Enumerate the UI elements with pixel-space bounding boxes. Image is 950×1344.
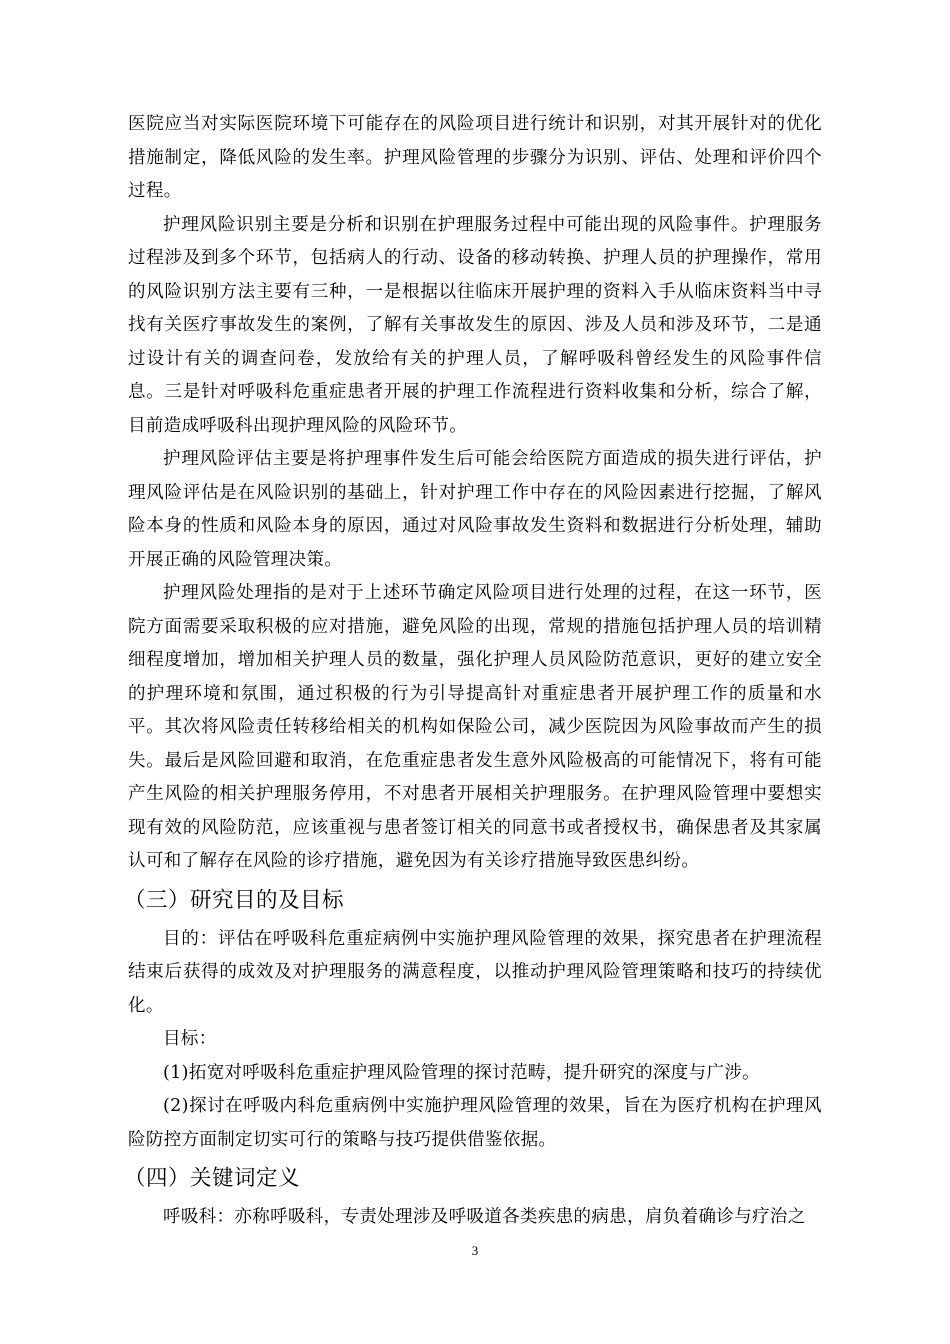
page-number: 3 bbox=[471, 1243, 479, 1258]
paragraph-goal-2: (2)探讨在呼吸内科危重病例中实施护理风险管理的效果，旨在为医疗机构在护理风险防控方面制定切实可行的策略与技巧提供借鉴依据。 bbox=[128, 1096, 822, 1150]
paragraph-purpose: 目的：评估在呼吸科危重症病例中实施护理风险管理的效果，探究患者在护理流程结束后获得的成效及对护理服务的满意程度，以推动护理风险管理策略和技巧的持续优化。 bbox=[128, 928, 822, 1016]
paragraph-risk-handling: 护理风险处理指的是对于上述环节确定风险项目进行处理的过程，在这一环节，医院方面需要采取积极的应对措施，避免风险的出现，常规的措施包括护理人员的培训精细程度增加，增加相关护理人员的数量，强化护理人员风险防范意识，更好的建立安全的护理环境和氛围，通过积极的行为引导提高针对重症患者开展护理工作的质量和水平。其次将风险责任转移给相关的机构如保险公司，减少医院因为风险事故而产生的损失。最后是风险回避和取消，在危重症患者发生意外风险极高的可能情况下，将有可能产生风险的相关护理服务停用，不对患者开展相关护理服务。在护理风险管理中要想实现有效的风险防范，应该重视与患者签订相关的同意书或者授权书，确保患者及其家属认可和了解存在风险的诊疗措施，避免因为有关诊疗措施导致医患纠纷。 bbox=[128, 583, 822, 871]
paragraph-goals-label: 目标： bbox=[163, 1029, 217, 1049]
paragraph-goal-1: (1)拓宽对呼吸科危重症护理风险管理的探讨范畴，提升研究的深度与广涉。 bbox=[163, 1062, 761, 1083]
paragraph-definition-respiratory: 呼吸科：亦称呼吸科，专责处理涉及呼吸道各类疾患的病患，肩负着确诊与疗治之 bbox=[163, 1207, 806, 1227]
section-heading-keyword-definition: （四）关键词定义 bbox=[124, 1166, 301, 1191]
paragraph-intro: 医院应当对实际医院环境下可能存在的风险项目进行统计和识别，对其开展针对的优化措施制定，降低风险的发生率。护理风险管理的步骤分为识别、评估、处理和评价四个过程。 bbox=[128, 114, 822, 201]
section-heading-research-purpose: （三）研究目的及目标 bbox=[124, 887, 345, 913]
paragraph-risk-identification: 护理风险识别主要是分析和识别在护理服务过程中可能出现的风险事件。护理服务过程涉及到多个环节，包括病人的行动、设备的移动转换、护理人员的护理操作，常用的风险识别方法主要有三种，一是根据以往临床开展护理的资料入手从临床资料当中寻找有关医疗事故发生的案例，了解有关事故发生的原因、涉及人员和涉及环节，二是通过设计有关的调查问卷，发放给有关的护理人员，了解呼吸科曾经发生的风险事件信息。三是针对呼吸科危重症患者开展的护理工作流程进行资料收集和分析，综合了解，目前造成呼吸科出现护理风险的风险环节。 bbox=[128, 214, 822, 436]
paragraph-risk-assessment: 护理风险评估主要是将护理事件发生后可能会给医院方面造成的损失进行评估，护理风险评估是在风险识别的基础上，针对护理工作中存在的风险因素进行挖掘，了解风险本身的性质和风险本身的原因，通过对风险事故发生资料和数据进行分析处理，辅助开展正确的风险管理决策。 bbox=[128, 449, 822, 570]
page-body bbox=[124, 108, 822, 1235]
